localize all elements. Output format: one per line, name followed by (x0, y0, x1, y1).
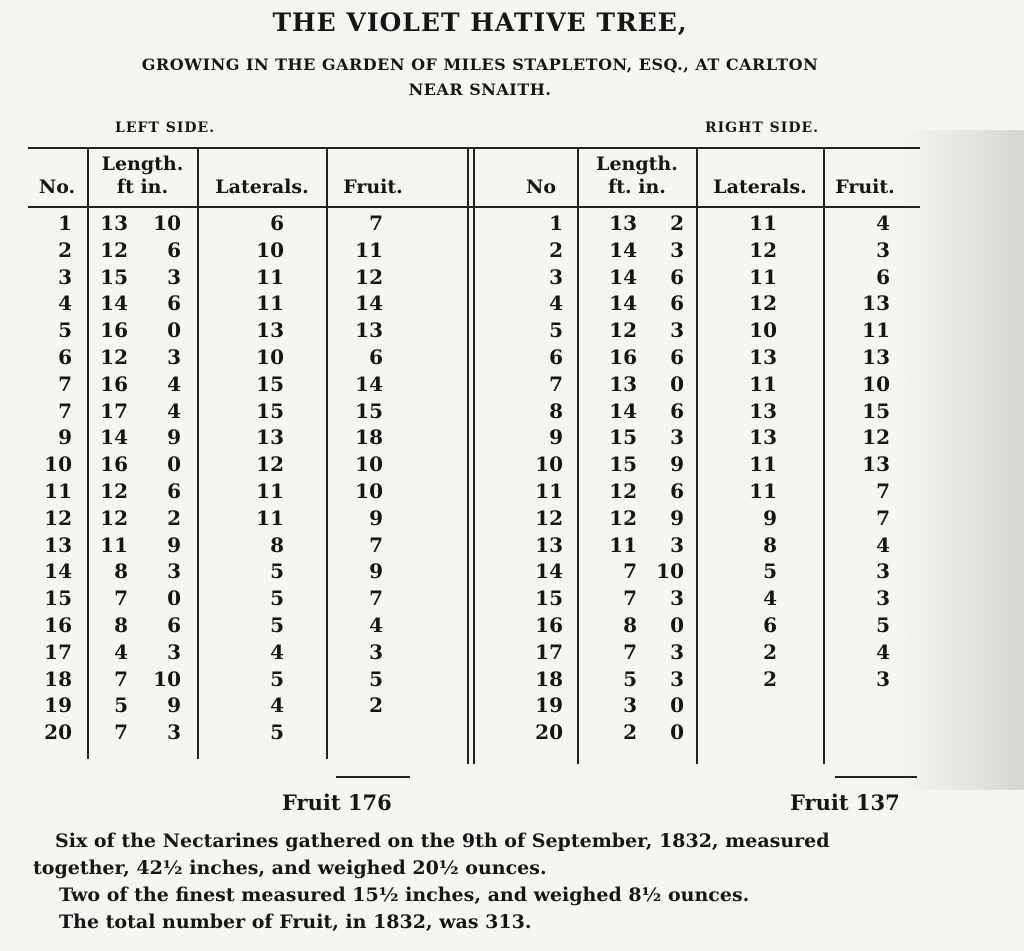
left-fruit-cell: 9 (369, 505, 383, 530)
right-length-feet-cell: 14 (609, 237, 637, 262)
left-laterals-cell: 15 (256, 398, 284, 423)
right-row-number-cell: 14 (535, 559, 563, 584)
left-fruit-cell: 4 (369, 613, 383, 637)
left-length-feet-cell: 16 (100, 318, 128, 343)
left-length-feet-cell: 8 (114, 613, 128, 637)
page-subtitle (0, 52, 960, 102)
left-laterals-cell: 5 (270, 666, 284, 691)
left-length-inches-cell: 4 (167, 371, 181, 396)
left-header-fruit: Fruit. (343, 176, 403, 198)
right-row-number-cell: 19 (535, 693, 563, 718)
left-row-number-cell: 19 (44, 693, 72, 718)
left-length-inches-cell: 10 (153, 211, 181, 235)
right-fruit-cell: 4 (876, 639, 890, 664)
left-row-number-cell: 6 (58, 345, 72, 369)
left-fruit-cell: 7 (369, 211, 383, 235)
right-header-laterals: Laterals. (713, 176, 807, 198)
right-length-inches-cell: 9 (670, 452, 684, 477)
right-fruit-cell: 3 (876, 666, 890, 691)
right-length-inches-cell: 3 (670, 532, 684, 557)
left-laterals-cell: 5 (270, 613, 284, 637)
left-laterals-cell: 13 (256, 318, 284, 343)
left-length-inches-cell: 6 (167, 291, 181, 316)
right-length-feet-cell: 13 (609, 211, 637, 235)
left-length-feet-cell: 4 (114, 639, 128, 664)
right-length-inches-cell: 0 (670, 371, 684, 396)
right-length-feet-cell: 7 (623, 559, 637, 584)
left-fruit-cell: 5 (369, 666, 383, 691)
left-row-number-cell: 4 (58, 291, 72, 316)
right-row-number-cell: 7 (549, 371, 563, 396)
left-length-inches-cell: 0 (167, 452, 181, 477)
right-col-divider-3 (823, 149, 825, 764)
right-laterals-cell: 11 (749, 371, 777, 396)
right-row-number-cell: 4 (549, 291, 563, 316)
right-fruit-cell: 3 (876, 586, 890, 611)
left-row-number-cell: 18 (44, 666, 72, 691)
note-line-3: Two of the finest measured 15½ inches, and weighed 8½ ounces. (59, 884, 750, 906)
left-laterals-cell: 15 (256, 371, 284, 396)
left-laterals-cell: 13 (256, 425, 284, 450)
right-total-rule (835, 776, 917, 778)
left-length-feet-cell: 12 (100, 479, 128, 503)
right-laterals-cell: 12 (749, 291, 777, 316)
left-fruit-cell: 10 (355, 479, 383, 503)
left-fruit-cell: 12 (355, 264, 383, 289)
right-length-feet-cell: 3 (623, 693, 637, 718)
left-length-feet-cell: 15 (100, 264, 128, 289)
right-row-number-cell: 12 (535, 505, 563, 530)
left-header-length: Length. (101, 153, 184, 175)
right-fruit-cell: 13 (862, 345, 890, 369)
left-laterals-cell: 5 (270, 586, 284, 611)
right-length-inches-cell: 10 (656, 559, 684, 584)
left-length-feet-cell: 16 (100, 371, 128, 396)
right-row-number-cell: 9 (549, 425, 563, 450)
left-length-inches-cell: 9 (167, 532, 181, 557)
left-row-number-cell: 1 (58, 211, 72, 235)
right-length-inches-cell: 3 (670, 425, 684, 450)
left-fruit-cell: 13 (355, 318, 383, 343)
right-fruit-cell: 6 (876, 264, 890, 289)
left-laterals-cell: 10 (256, 345, 284, 369)
right-laterals-cell: 12 (749, 237, 777, 262)
left-fruit-cell: 18 (355, 425, 383, 450)
right-laterals-cell: 2 (763, 666, 777, 691)
left-row-number-cell: 20 (44, 720, 72, 745)
right-length-feet-cell: 12 (609, 318, 637, 343)
right-length-feet-cell: 5 (623, 666, 637, 691)
left-length-inches-cell: 3 (167, 559, 181, 584)
left-fruit-total: Fruit 176 (282, 790, 392, 815)
right-laterals-cell: 11 (749, 264, 777, 289)
left-length-feet-cell: 17 (100, 398, 128, 423)
left-row-number-cell: 7 (58, 398, 72, 423)
left-laterals-cell: 11 (256, 264, 284, 289)
left-length-feet-cell: 16 (100, 452, 128, 477)
right-length-inches-cell: 6 (670, 479, 684, 503)
right-fruit-cell: 11 (862, 318, 890, 343)
left-laterals-cell: 11 (256, 505, 284, 530)
right-fruit-cell: 4 (876, 211, 890, 235)
right-row-number-cell: 2 (549, 237, 563, 262)
right-length-feet-cell: 16 (609, 345, 637, 369)
left-laterals-cell: 5 (270, 559, 284, 584)
right-header-fruit: Fruit. (835, 176, 895, 198)
right-length-feet-cell: 12 (609, 505, 637, 530)
left-fruit-cell: 3 (369, 639, 383, 664)
right-length-feet-cell: 14 (609, 398, 637, 423)
right-laterals-cell: 13 (749, 425, 777, 450)
left-row-number-cell: 13 (44, 532, 72, 557)
left-length-feet-cell: 12 (100, 505, 128, 530)
left-fruit-cell: 14 (355, 291, 383, 316)
right-fruit-cell: 13 (862, 291, 890, 316)
left-fruit-cell: 10 (355, 452, 383, 477)
right-fruit-cell: 13 (862, 452, 890, 477)
right-header-length-units: ft. in. (608, 176, 666, 198)
right-length-feet-cell: 8 (623, 613, 637, 637)
left-length-feet-cell: 7 (114, 720, 128, 745)
right-length-feet-cell: 7 (623, 639, 637, 664)
left-length-feet-cell: 5 (114, 693, 128, 718)
left-row-number-cell: 16 (44, 613, 72, 637)
left-row-number-cell: 3 (58, 264, 72, 289)
right-length-inches-cell: 0 (670, 613, 684, 637)
left-laterals-cell: 4 (270, 693, 284, 718)
right-fruit-cell: 12 (862, 425, 890, 450)
left-row-number-cell: 5 (58, 318, 72, 343)
left-laterals-cell: 4 (270, 639, 284, 664)
right-side-label: RIGHT SIDE. (705, 120, 820, 136)
left-header-laterals: Laterals. (215, 176, 309, 198)
left-length-feet-cell: 7 (114, 666, 128, 691)
left-length-feet-cell: 11 (100, 532, 128, 557)
left-length-inches-cell: 6 (167, 479, 181, 503)
right-laterals-cell: 4 (763, 586, 777, 611)
left-fruit-cell: 14 (355, 371, 383, 396)
page-title: THE VIOLET HATIVE TREE, (272, 8, 688, 37)
left-laterals-cell: 5 (270, 720, 284, 745)
right-laterals-cell: 10 (749, 318, 777, 343)
right-fruit-cell: 3 (876, 237, 890, 262)
show-through-shading (900, 130, 1024, 790)
right-laterals-cell: 13 (749, 398, 777, 423)
note-line-4: The total number of Fruit, in 1832, was 313. (59, 911, 532, 933)
right-length-feet-cell: 2 (623, 720, 637, 745)
left-laterals-cell: 11 (256, 479, 284, 503)
left-row-number-cell: 9 (58, 425, 72, 450)
left-length-feet-cell: 13 (100, 211, 128, 235)
left-fruit-cell: 15 (355, 398, 383, 423)
left-length-inches-cell: 0 (167, 586, 181, 611)
left-length-feet-cell: 14 (100, 425, 128, 450)
left-laterals-cell: 10 (256, 237, 284, 262)
left-length-inches-cell: 3 (167, 264, 181, 289)
left-length-inches-cell: 4 (167, 398, 181, 423)
right-row-number-cell: 20 (535, 720, 563, 745)
left-header-length-units: ft in. (116, 176, 169, 198)
left-length-inches-cell: 9 (167, 425, 181, 450)
right-row-number-cell: 1 (549, 211, 563, 235)
left-fruit-cell: 2 (369, 693, 383, 718)
right-fruit-cell: 7 (876, 505, 890, 530)
left-length-feet-cell: 14 (100, 291, 128, 316)
left-length-inches-cell: 6 (167, 237, 181, 262)
left-total-rule (336, 776, 410, 778)
note-line-1: Six of the Nectarines gathered on the 9th of September, 1832, measured (55, 830, 830, 852)
left-row-number-cell: 7 (58, 371, 72, 396)
left-length-feet-cell: 7 (114, 586, 128, 611)
right-header-length: Length. (596, 153, 678, 175)
left-length-inches-cell: 9 (167, 693, 181, 718)
left-fruit-cell: 9 (369, 559, 383, 584)
left-col-divider-2 (197, 149, 199, 759)
left-row-number-cell: 14 (44, 559, 72, 584)
left-header-no: No. (38, 176, 76, 198)
right-fruit-cell: 15 (862, 398, 890, 423)
right-length-feet-cell: 15 (609, 425, 637, 450)
left-length-inches-cell: 6 (167, 613, 181, 637)
right-row-number-cell: 10 (535, 452, 563, 477)
left-row-number-cell: 17 (44, 639, 72, 664)
right-row-number-cell: 3 (549, 264, 563, 289)
left-length-inches-cell: 3 (167, 639, 181, 664)
right-length-inches-cell: 3 (670, 237, 684, 262)
left-length-inches-cell: 2 (167, 505, 181, 530)
left-side-label: LEFT SIDE. (115, 120, 216, 136)
right-laterals-cell: 13 (749, 345, 777, 369)
right-length-inches-cell: 6 (670, 398, 684, 423)
right-length-inches-cell: 6 (670, 264, 684, 289)
note-line-2: together, 42½ inches, and weighed 20½ ounces. (33, 857, 547, 879)
left-laterals-cell: 12 (256, 452, 284, 477)
center-double-rule-a (467, 149, 469, 764)
right-laterals-cell: 11 (749, 479, 777, 503)
right-length-feet-cell: 15 (609, 452, 637, 477)
left-length-inches-cell: 3 (167, 720, 181, 745)
right-length-inches-cell: 2 (670, 211, 684, 235)
right-laterals-cell: 11 (749, 211, 777, 235)
right-laterals-cell: 6 (763, 613, 777, 637)
right-length-feet-cell: 14 (609, 291, 637, 316)
center-double-rule-b (473, 149, 475, 764)
right-length-inches-cell: 6 (670, 291, 684, 316)
right-length-inches-cell: 6 (670, 345, 684, 369)
right-fruit-cell: 5 (876, 613, 890, 637)
left-length-inches-cell: 0 (167, 318, 181, 343)
right-laterals-cell: 2 (763, 639, 777, 664)
right-length-feet-cell: 7 (623, 586, 637, 611)
subtitle-line-2: NEAR SNAITH. (408, 80, 552, 99)
left-row-number-cell: 2 (58, 237, 72, 262)
right-row-number-cell: 13 (535, 532, 563, 557)
right-fruit-cell: 7 (876, 479, 890, 503)
left-row-number-cell: 15 (44, 586, 72, 611)
right-length-inches-cell: 3 (670, 318, 684, 343)
left-laterals-cell: 8 (270, 532, 284, 557)
left-length-inches-cell: 3 (167, 345, 181, 369)
right-length-feet-cell: 14 (609, 264, 637, 289)
left-laterals-cell: 11 (256, 291, 284, 316)
left-row-number-cell: 12 (44, 505, 72, 530)
right-length-feet-cell: 12 (609, 479, 637, 503)
right-header-no: No (525, 176, 557, 198)
right-laterals-cell: 9 (763, 505, 777, 530)
right-laterals-cell: 8 (763, 532, 777, 557)
right-fruit-total: Fruit 137 (790, 790, 900, 815)
right-length-feet-cell: 13 (609, 371, 637, 396)
left-fruit-cell: 7 (369, 586, 383, 611)
right-length-feet-cell: 11 (609, 532, 637, 557)
right-row-number-cell: 17 (535, 639, 563, 664)
left-length-feet-cell: 8 (114, 559, 128, 584)
right-length-inches-cell: 3 (670, 666, 684, 691)
right-length-inches-cell: 3 (670, 639, 684, 664)
right-row-number-cell: 16 (535, 613, 563, 637)
left-fruit-cell: 11 (355, 237, 383, 262)
right-row-number-cell: 8 (549, 398, 563, 423)
right-length-inches-cell: 0 (670, 693, 684, 718)
left-fruit-cell: 6 (369, 345, 383, 369)
right-col-divider-2 (696, 149, 698, 764)
right-length-inches-cell: 9 (670, 505, 684, 530)
right-laterals-cell: 5 (763, 559, 777, 584)
right-fruit-cell: 4 (876, 532, 890, 557)
left-length-feet-cell: 12 (100, 237, 128, 262)
right-row-number-cell: 18 (535, 666, 563, 691)
right-length-inches-cell: 0 (670, 720, 684, 745)
right-length-inches-cell: 3 (670, 586, 684, 611)
right-row-number-cell: 11 (535, 479, 563, 503)
right-fruit-cell: 10 (862, 371, 890, 396)
subtitle-line-1: GROWING IN THE GARDEN OF MILES STAPLETON, ESQ., AT CARLTON (141, 55, 819, 74)
right-row-number-cell: 6 (549, 345, 563, 369)
right-fruit-cell: 3 (876, 559, 890, 584)
left-fruit-cell: 7 (369, 532, 383, 557)
right-row-number-cell: 15 (535, 586, 563, 611)
right-row-number-cell: 5 (549, 318, 563, 343)
left-row-number-cell: 11 (44, 479, 72, 503)
right-laterals-cell: 11 (749, 452, 777, 477)
left-length-feet-cell: 12 (100, 345, 128, 369)
left-length-inches-cell: 10 (153, 666, 181, 691)
left-row-number-cell: 10 (44, 452, 72, 477)
left-laterals-cell: 6 (270, 211, 284, 235)
